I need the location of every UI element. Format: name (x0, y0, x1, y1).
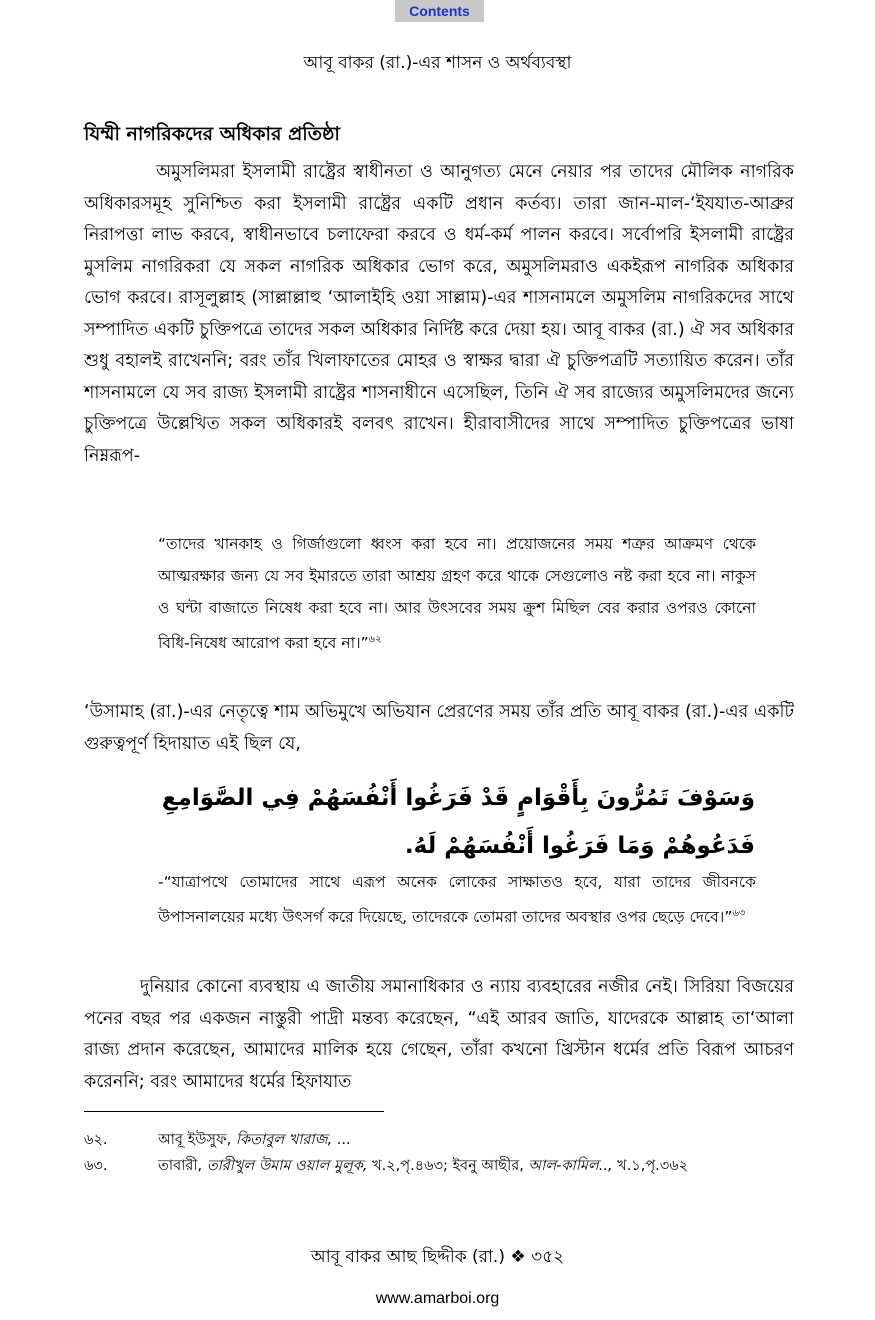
footnote-ref: ৬৩ (732, 908, 746, 919)
footnote-rest: খ.১,পৃ.৩৬২ (612, 1158, 689, 1174)
quote-translation (158, 866, 756, 933)
footnote-rest: ... (332, 1132, 351, 1148)
arabic-quote: وَسَوْفَ تَمُرُّونَ بِأَقْوَامٍ قَدْ فَرَغُوا أَنْفُسَهُمْ فِي الصَّوَامِعِ فَدَعُوهُمْ وَمَا فَرَغُوا أَنْفُسَهُمْ لَهُ. (161, 785, 755, 859)
running-header: আবূ বাকর (রা.)-এর শাসন ও অর্থব্যবস্থা (303, 53, 572, 73)
footnote-book: কিতাবুল খারাজ, (235, 1132, 333, 1148)
contents-button[interactable]: Contents (395, 0, 484, 22)
footnote-divider (84, 1111, 384, 1112)
footnote-book-2: আল-কামিল.., (528, 1158, 613, 1174)
footnote-mid: খ.২,পৃ.৪৬৩; ইবনু আছীর, (367, 1158, 524, 1174)
footnote-number: ৬৩. (84, 1158, 108, 1174)
footnote-63 (84, 1156, 794, 1200)
body-paragraph-3: দুনিয়ার কোনো ব্যবস্থায় এ জাতীয় সমানাধিকার ও ন্যায় ব্যবহারের নজীর নেই। সিরিয়া বিজয়ের পনের বছর পর একজন নাস্তুরী পাদ্রী মন্তব্য করেছেন, “এই আরব জাতি, যাদেরকে আল্লাহ তা‘আলা রাজ্য প্রদান করেছেন, আমাদের মালিক হয়ে গেছেন, তাঁরা কখনো খ্রিস্টান ধর্মের প্রতি বিরূপ আচরণ করেননি; বরং আমাদের ধর্মের হিফাযাত (84, 977, 794, 1092)
quote-text: “তাদের খানকাহ ও গির্জাগুলো ধ্বংস করা হবে না। প্রয়োজনের সময় শত্রুর আক্রমণ থেকে আত্মরক্ষার জন্য যে সব ইমারতে তারা আশ্রয় গ্রহণ করে থাকে সেগুলোও নষ্ট করা হবে না। নাকুস ও ঘন্টা বাজাতে নিষেধ করা হবে না। আর উৎসবের সময় ক্রুশ মিছিল বের করার ওপরও কোনো বিধি-নিষেধ আরোপ করা হবে না।” (158, 535, 756, 653)
footnote-62 (84, 1130, 794, 1150)
quote-hira-treaty (158, 528, 756, 659)
section-title: যিম্মী নাগরিকদের অধিকার প্রতিষ্ঠা (84, 123, 340, 145)
page-footer: আবূ বাকর আছ ছিদ্দীক (রা.) ❖ ৩৫২ (310, 1247, 565, 1267)
body-paragraph-1: অমুসলিমরা ইসলামী রাষ্ট্রের স্বাধীনতা ও আনুগত্য মেনে নেয়ার পর তাদের মৌলিক নাগরিক অধিকারসমূহ সুনিশ্চিত করা ইসলামী রাষ্ট্রের একটি প্রধান কর্তব্য। তারা জান-মাল-‘ইযযাত-আব্রুর নিরাপত্তা লাভ করবে, স্বাধীনভাবে চলাফেরা করবে ও ধর্ম-কর্ম পালন করবে। সর্বোপরি ইসলামী রাষ্ট্রের মুসলিম নাগরিকরা যে সকল নাগরিক অধিকার ভোগ করে, অমুসলিমরাও একইরূপ নাগরিক অধিকার ভোগ করবে। রাসূলুল্লাহ (সাল্লাল্লাহু ‘আলাইহি ওয়া সাল্লাম)-এর শাসনামলে অমুসলিম নাগরিকদের সাথে সম্পাদিত একটি চুক্তিপত্রে তাদের সকল অধিকার নির্দিষ্ট করে দেয়া হয়। আবূ বাকর (রা.) ঐ সব অধিকার শুধু বহালই রাখেননি; বরং তাঁর খিলাফাতের মোহর ও স্বাক্ষর দ্বারা ঐ চুক্তিপত্রটি সত্যায়িত করেন। তাঁর শাসনামলে যে সব রাজ্য ইসলামী রাষ্ট্রের শাসনাধীনে এসেছিল, তিনি ঐ সব রাজ্যের অমুসলিমদের জন্যে চুক্তিপত্রে উল্লেখিত সকল অধিকারই বলবৎ রাখেন। হীরাবাসীদের সাথে সম্পাদিত চুক্তিপত্রের ভাষা নিম্নরূপ- (84, 162, 794, 466)
footnote-text (158, 1156, 794, 1176)
footnote-author: তাবারী, (158, 1158, 203, 1174)
quote-text: -“যাত্রাপথে তোমাদের সাথে এরূপ অনেক লোকের সাক্ষাতও হবে, যারা তাদের জীবনকে উপাসনালয়ের মধ্যে উৎসর্গ করে দিয়েছে, তাদেরকে তোমরা তাদের অবস্থার ওপর ছেড়ে দেবে।” (158, 873, 756, 927)
website-link[interactable]: www.amarboi.org (375, 1290, 500, 1307)
footnote-ref: ৬২ (368, 634, 382, 645)
footnote-author: আবূ ইউসুফ, (158, 1132, 232, 1148)
footnote-text (158, 1130, 794, 1150)
body-paragraph-2: ‘উসামাহ (রা.)-এর নেতৃত্বে শাম অভিমুখে অভিযান প্রেরণের সময় তাঁর প্রতি আবূ বাকর (রা.)-এর একটি গুরুত্বপূর্ণ হিদায়াত এই ছিল যে, (84, 702, 794, 754)
footnote-number: ৬২. (84, 1132, 108, 1148)
footnote-book: তারীখুল উমাম ওয়াল মুলূক, (206, 1158, 368, 1174)
